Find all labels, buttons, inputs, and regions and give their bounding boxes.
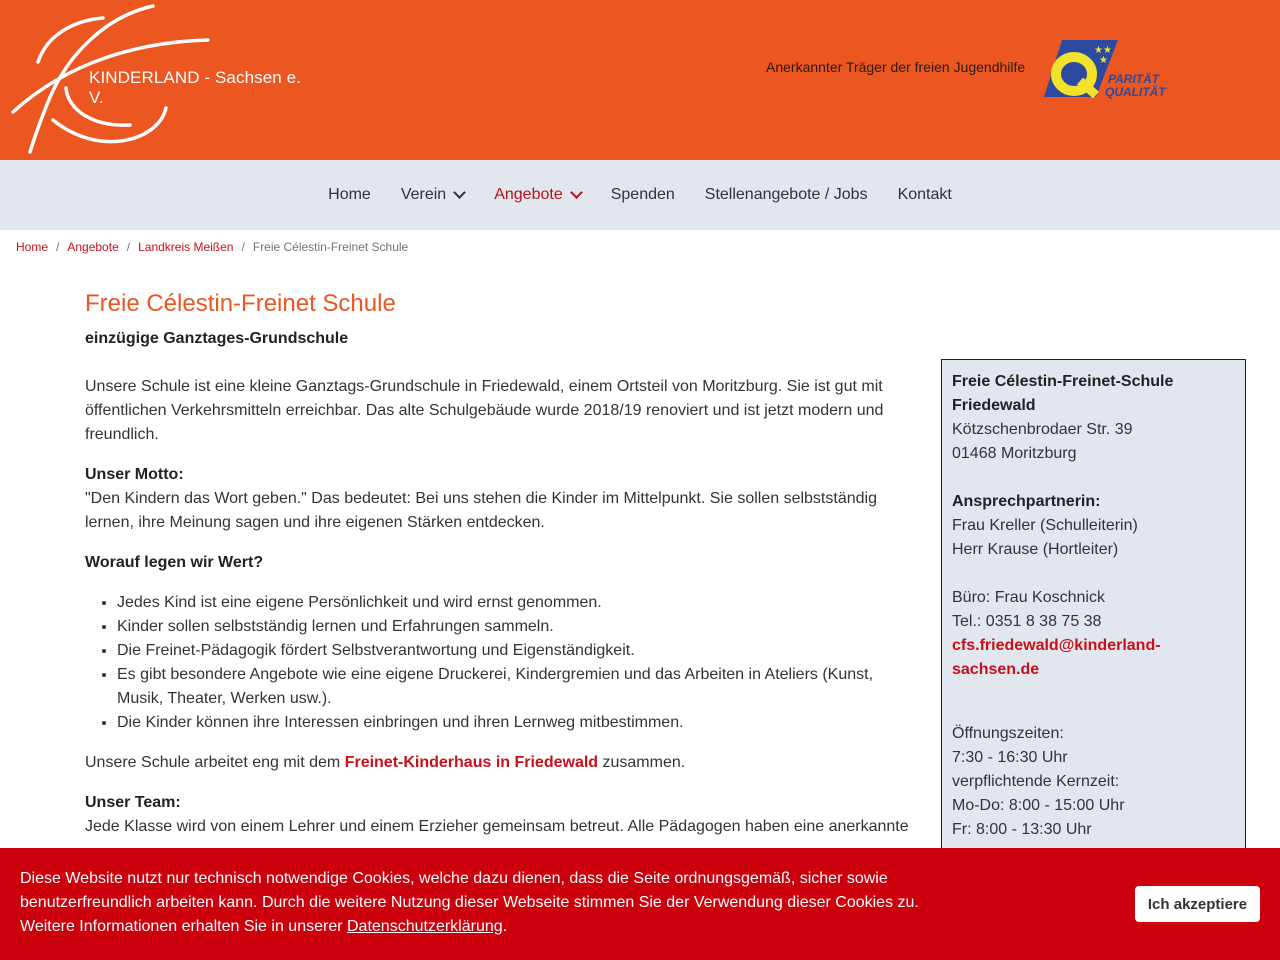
breadcrumb-current: Freie Célestin-Freinet Schule (252, 240, 409, 254)
nav-jobs[interactable] (690, 186, 883, 204)
core-1: Mo-Do: 8:00 - 15:00 Uhr (952, 797, 1125, 814)
motto-text: "Den Kindern das Wort geben." Das bedeutet: Bei uns stehen die Kinder im Mittelpunkt. Sie sollen selbstständig lernen, ihre Meinung sagen und ihre eigenen Stärken entdecken. (85, 490, 877, 531)
hours: 7:30 - 16:30 Uhr (952, 749, 1068, 766)
nav-label: Kontakt (897, 186, 952, 203)
nav-label: Angebote (494, 186, 563, 203)
svg-text:★: ★ (1099, 55, 1108, 66)
contact-1: Frau Kreller (Schulleiterin) (952, 517, 1138, 534)
nav-spenden[interactable] (596, 186, 690, 204)
partner-prefix: Unsere Schule arbeitet eng mit dem (85, 754, 345, 771)
page-title: Freie Célestin-Freinet Schule (85, 290, 396, 317)
email-line2: sachsen.de (952, 661, 1040, 678)
nav-home[interactable] (313, 186, 386, 204)
cookie-banner (0, 848, 1280, 960)
nav-label: Stellenangebote / Jobs (704, 186, 868, 203)
email-line1: cfs.friedewald@kinderland- (952, 637, 1161, 654)
nav-label: Verein (400, 186, 447, 203)
kinderhaus-link[interactable]: Freinet-Kinderhaus in Friedewald (344, 754, 599, 771)
intro-text: Unsere Schule ist eine kleine Ganztags-Grundschule in Friedewald, einem Ortsteil von Moritzburg. Sie ist gut mit öffentlichen Verkehrsmitteln erreichbar. Das alte Schulgebäude wurde 2018/19 renoviert und ist jetzt modern und freundlich. (85, 378, 884, 443)
breadcrumb-angebote[interactable]: Angebote (67, 240, 119, 254)
contact-heading: Ansprechpartnerin: (952, 493, 1101, 510)
list-item: • Jedes Kind ist eine eigene Persönlichkeit und wird ernst genommen. (117, 591, 915, 615)
quality-line2: QUALITÄT (1105, 85, 1166, 99)
logo-text: KINDERLAND - Sachsen e. V. (89, 68, 302, 107)
team-block (85, 791, 915, 839)
contact-sidebar (941, 359, 1246, 901)
breadcrumb-separator: / (126, 240, 131, 254)
chevron-down-icon (570, 186, 583, 199)
cookie-text (20, 867, 940, 939)
school-name-1: Freie Célestin-Freinet-Schule (952, 373, 1174, 390)
team-text: Jede Klasse wird von einem Lehrer und einem Erzieher gemeinsam betreut. Alle Pädagogen haben eine anerkannte (85, 818, 909, 835)
motto-heading: Unser Motto: (85, 466, 184, 483)
office: Büro: Frau Koschnick (952, 589, 1105, 606)
list-item: • Die Kinder können ihre Interessen einbringen und ihren Lernweg mitbestimmen. (117, 711, 915, 735)
chevron-down-icon (453, 186, 466, 199)
main-nav (0, 160, 1280, 230)
values-list (85, 591, 915, 735)
email-link[interactable] (952, 637, 1161, 678)
nav-label: Home (328, 186, 371, 203)
cookie-end: . (502, 918, 508, 935)
nav-kontakt[interactable] (883, 186, 967, 204)
page-subtitle: einzügige Ganztages-Grundschule (85, 330, 349, 347)
site-header (0, 0, 1280, 160)
list-item: • Es gibt besondere Angebote wie eine eigene Druckerei, Kindergremien und das Arbeiten in Ateliers (Kunst, Musik, Theater, Werken usw.). (117, 663, 915, 711)
list-item: • Die Freinet-Pädagogik fördert Selbstverantwortung und Eigenständigkeit. (117, 639, 915, 663)
values-heading-text: Worauf legen wir Wert? (85, 554, 264, 571)
nav-verein[interactable] (386, 186, 479, 204)
street: Kötzschenbrodaer Str. 39 (952, 421, 1133, 438)
accept-cookies-button[interactable]: Ich akzeptiere (1135, 886, 1260, 922)
quality-line1: PARITÄT (1108, 72, 1160, 86)
quality-seal-icon (1044, 39, 1172, 99)
motto-block (85, 463, 915, 535)
school-name-2: Friedewald (952, 397, 1036, 414)
partner-text (85, 751, 915, 775)
hours-heading: Öffnungszeiten: (952, 725, 1064, 742)
breadcrumb (16, 240, 408, 254)
privacy-link[interactable]: Datenschutzerklärung (347, 918, 503, 935)
partner-suffix: zusammen. (598, 754, 686, 771)
core-heading: verpflichtende Kernzeit: (952, 773, 1120, 790)
phone: Tel.: 0351 8 38 75 38 (952, 613, 1102, 630)
nav-label: Spenden (610, 186, 675, 203)
list-item: • Kinder sollen selbstständig lernen und Erfahrungen sammeln. (117, 615, 915, 639)
core-2: Fr: 8:00 - 13:30 Uhr (952, 821, 1092, 838)
tagline: Anerkannter Träger der freien Jugendhilfe (766, 59, 1026, 75)
cookie-message: Diese Website nutzt nur technisch notwendige Cookies, welche dazu dienen, dass die Seite ordnungsgemäß, sicher sowie benutzerfreundlich arbeiten kann. Durch die weitere Nutzung dieser Webseite stimmen Sie der Verwendung dieser Cookies zu. Weitere Informationen erhalten Sie in unserer (20, 870, 919, 935)
breadcrumb-landkreis[interactable]: Landkreis Meißen (138, 240, 234, 254)
breadcrumb-home[interactable]: Home (16, 240, 49, 254)
values-heading (85, 551, 915, 575)
main-content (85, 375, 915, 855)
svg-text:★★: ★★ (1094, 45, 1112, 56)
nav-angebote[interactable] (479, 186, 596, 204)
breadcrumb-separator: / (56, 240, 60, 254)
kinderland-logo[interactable] (8, 2, 318, 158)
city: 01468 Moritzburg (952, 445, 1077, 462)
paritaet-qualitaet-logo (1044, 39, 1172, 99)
breadcrumb-separator: / (241, 240, 245, 254)
contact-2: Herr Krause (Hortleiter) (952, 541, 1119, 558)
team-heading: Unser Team: (85, 794, 181, 811)
